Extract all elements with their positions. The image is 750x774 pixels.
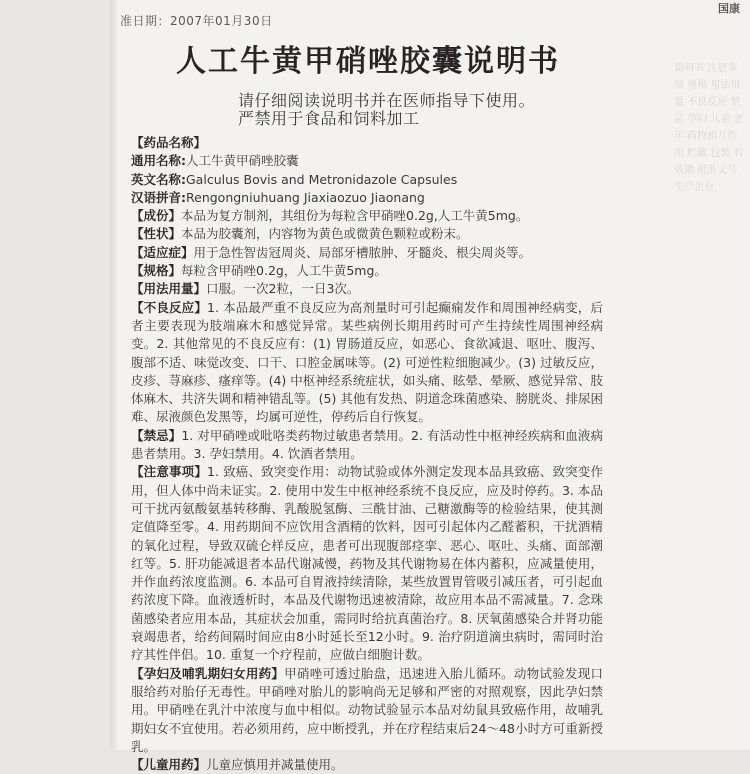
corner-text: 国康 — [718, 2, 740, 15]
section-pregnancy-lactation — [131, 665, 603, 756]
section-text: 本品为复方制剂，其组份为每粒含甲硝唑0.2g,人工牛黄5mg。 — [181, 208, 529, 224]
section-text: 1. 本品最严重不良反应为高剂量时可引起癫痫发作和周围神经病变，后者主要表现为肢端麻木和感觉异常。某些病例长期用药时可产生持续性周围神经病变。2. 其他常见的不良反应有：(1) 胃肠道反应，如恶心、食欲减退、呕吐、腹泻、腹部不适、味觉改变、口干、口腔金属味等。(2) 可逆性粒细胞减少。(3) 过敏反应，皮疹、荨麻疹、瘙痒等。(4) 中枢神经系统症状，如头痛、眩晕、晕厥、感觉异常、肢体麻木、共济失调和精神错乱等。(5) 其他有发热、阴道念珠菌感染、膀胱炎、排尿困难、尿液颜色发黑等，均属可逆性，停药后自行恢复。 — [131, 299, 603, 425]
section-text: 1. 致癌、致突变作用：动物试验或体外测定发现本品具致癌、致突变作用，但人体中尚未证实。2. 使用中发生中枢神经系统不良反应，应及时停药。3. 本品可干扰丙氨酸氨基转移酶、乳酸脱氢酶、三酰甘油、己糖激酶等的检验结果，使其测定值降至零。4. 用药期间不应饮用含酒精的饮料，因可引起体内乙醛蓄积，干扰酒精的氧化过程，导致双硫仑样反应，患者可出现腹部痉挛、恶心、呕吐、头痛、面部潮红等。5. 肝功能减退者本品代谢减慢，药物及其代谢物易在体内蓄积，应减量使用，并作血药浓度监测。6. 本品可自胃液持续清除，某些放置胃管吸引减压者，可引起血药浓度下降。血液透析时，本品及代谢物迅速被清除，故应用本品不需减量。7. 念珠菌感染者应用本品，其症状会加重，需同时给抗真菌治疗。8. 厌氧菌感染合并肾功能衰竭患者，给药间隔时间应由8小时延长至12小时。9. 治疗阴道滴虫病时，需同时治疗其性伴侣。10. 重复一个疗程前，应做白细胞计数。 — [131, 464, 603, 663]
section-drug-name — [131, 134, 603, 152]
reverse-side-bleed-text: 说明书 注意事项 规格 用法用量 不良反应 禁忌 孕妇 儿童 老年 药物相互作用 贮藏 包装 有效期 批准文号 生产企业 — [674, 63, 744, 193]
section-text: 用于急性智齿冠周炎、局部牙槽脓肿、牙髓炎、根尖周炎等。 — [193, 244, 532, 260]
section-text: 本品为胶囊剂，内容物为黄色或微黄色颗粒或粉末。 — [181, 226, 469, 242]
leaflet-body — [131, 134, 603, 774]
section-text: 人工牛黄甲硝唑胶囊 — [186, 153, 299, 169]
section-text: 儿童应慎用并减量使用。 — [206, 757, 344, 773]
section-precautions — [131, 463, 603, 664]
section-label: 【药品名称】 — [131, 135, 207, 150]
usage-notice: 请仔细阅读说明书并在医师指导下使用。 — [238, 91, 536, 110]
section-label: 【性状】 — [131, 226, 182, 242]
section-text: 口服。一次2粒，一日3次。 — [206, 281, 360, 297]
section-label: 汉语拼音: — [131, 189, 186, 205]
section-label: 【规格】 — [131, 263, 182, 279]
section-label: 通用名称: — [131, 153, 186, 169]
section-contraindications — [131, 427, 603, 464]
section-label: 【儿童用药】 — [131, 757, 207, 773]
section-description — [131, 225, 603, 243]
section-label: 【禁忌】 — [131, 427, 182, 443]
section-specification — [131, 262, 603, 280]
section-text: 1. 对甲硝唑或吡咯类药物过敏患者禁用。2. 有活动性中枢神经疾病和血液病患者禁用。3. 孕妇禁用。4. 饮酒者禁用。 — [131, 427, 603, 462]
section-english-name — [131, 171, 603, 189]
section-text: Galculus Bovis and Metronidazole Capsules — [186, 171, 458, 187]
section-label: 【成份】 — [131, 208, 182, 224]
section-label: 【用法用量】 — [131, 281, 207, 297]
section-label: 【孕妇及哺乳期妇女用药】 — [131, 665, 285, 681]
section-ingredients — [131, 207, 603, 225]
section-adverse-reactions — [131, 299, 603, 427]
section-label: 【注意事项】 — [131, 464, 208, 480]
document-title: 人工牛黄甲硝唑胶囊说明书 — [176, 44, 560, 79]
section-text: 甲硝唑可透过胎盘，迅速进入胎儿循环。动物试验发现口服给药对胎仔无毒性。甲硝唑对胎儿的影响尚无足够和严密的对照观察，因此孕妇禁用。甲硝唑在乳汁中浓度与血中相似。动物试验显示本品对幼鼠具致癌作用，故哺乳期妇女不宜使用。若必须用药，应中断授乳，并在疗程结束后24～48小时方可重新授乳。 — [131, 665, 603, 754]
feed-warning-notice: 严禁用于食品和饲料加工 — [238, 109, 420, 128]
section-label: 【不良反应】 — [131, 299, 208, 315]
approval-date: 准日期：2007年01月30日 — [120, 14, 273, 28]
section-indications — [131, 244, 603, 262]
section-label: 【适应症】 — [131, 244, 194, 260]
section-text: Rengongniuhuang Jiaxiaozuo Jiaonang — [186, 189, 425, 205]
section-text: 每粒含甲硝唑0.2g，人工牛黄5mg。 — [181, 263, 387, 279]
section-dosage — [131, 280, 603, 298]
section-label: 英文名称: — [131, 171, 186, 187]
section-generic-name — [131, 152, 603, 170]
section-pediatric-use — [131, 756, 603, 774]
section-pinyin-name — [131, 189, 603, 207]
